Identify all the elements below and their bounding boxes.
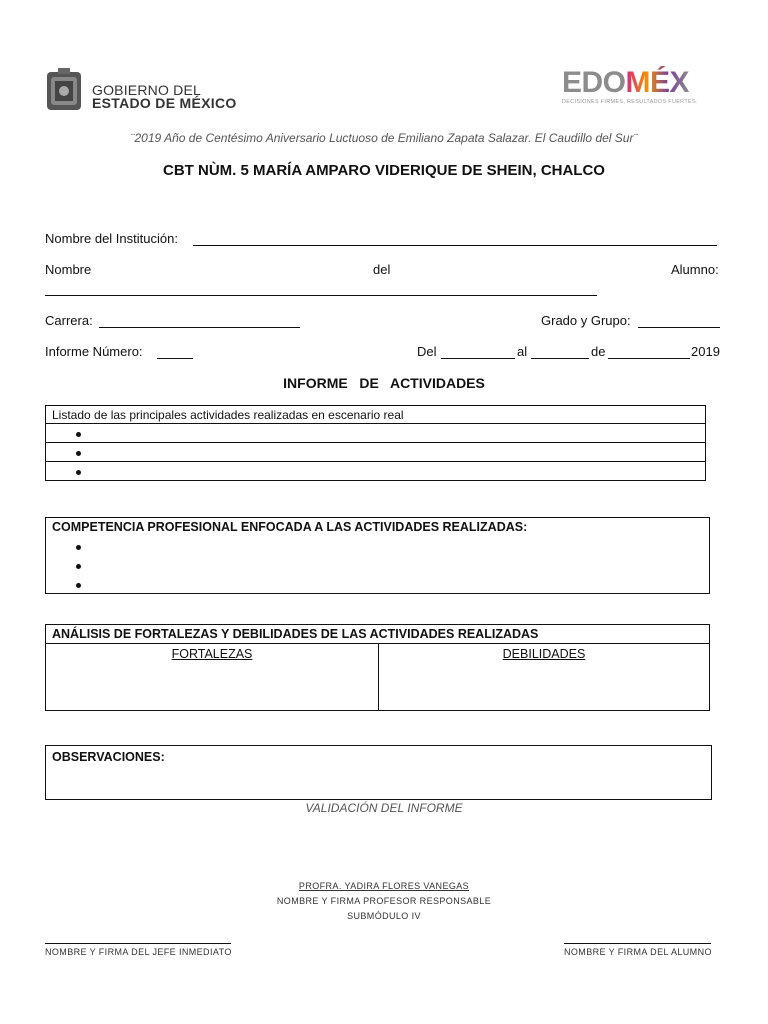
listado-row[interactable] <box>46 443 706 462</box>
observaciones-title: OBSERVACIONES: <box>52 750 165 764</box>
fortalezas-cell[interactable] <box>47 665 377 710</box>
fecha-al-field[interactable] <box>531 346 589 359</box>
bullet-icon <box>76 545 81 550</box>
bullet-icon <box>76 432 81 437</box>
edomex-word-part1: EDO <box>562 66 626 99</box>
alumno-signature-line[interactable] <box>564 943 711 944</box>
jefe-signature-line[interactable] <box>45 943 231 944</box>
fecha-de-field[interactable] <box>608 346 690 359</box>
bullet-icon <box>76 583 81 588</box>
nombre-label: Nombre <box>45 262 92 277</box>
institucion-field[interactable] <box>193 233 717 246</box>
edomex-wordmark <box>562 66 689 100</box>
edomex-logo <box>562 66 722 106</box>
alumno-label: Alumno: <box>671 262 719 277</box>
alumno-signature-label: NOMBRE Y FIRMA DEL ALUMNO <box>564 947 712 957</box>
school-title: CBT NÙM. 5 MARÍA AMPARO VIDERIQUE DE SHEIN, CHALCO <box>163 162 605 179</box>
debilidades-cell[interactable] <box>380 665 710 710</box>
informe-numero-field[interactable] <box>157 346 193 359</box>
listado-row[interactable] <box>46 424 706 443</box>
edomex-slogan: DECISIONES FIRMES, RESULTADOS FUERTES. <box>562 99 698 105</box>
validacion-label: VALIDACIÓN DEL INFORME <box>305 801 463 815</box>
informe-numero-label: Informe Número: <box>45 344 143 359</box>
listado-row[interactable] <box>46 462 706 481</box>
bullet-icon <box>76 451 81 456</box>
jefe-signature-label: NOMBRE Y FIRMA DEL JEFE INMEDIATO <box>45 947 232 957</box>
del-label: del <box>373 262 391 277</box>
fecha-del-field[interactable] <box>441 346 515 359</box>
analisis-title: ANÁLISIS DE FORTALEZAS Y DEBILIDADES DE LAS ACTIVIDADES REALIZADAS <box>52 627 539 641</box>
listado-table <box>45 405 706 481</box>
institucion-label: Nombre del Institución: <box>45 231 178 246</box>
coat-of-arms-icon <box>44 68 84 112</box>
grado-label: Grado y Grupo: <box>541 313 631 328</box>
gobierno-line-1: GOBIERNO DEL <box>92 82 201 98</box>
competencia-box[interactable] <box>45 517 710 594</box>
profesor-name: PROFRA. YADIRA FLORES VANEGAS <box>298 881 470 891</box>
fortalezas-header: FORTALEZAS <box>171 647 253 661</box>
bullet-icon <box>76 470 81 475</box>
year-label: 2019 <box>691 344 720 359</box>
nombre-field[interactable] <box>45 283 597 296</box>
bullet-icon <box>76 564 81 569</box>
fecha-del-label: Del <box>417 344 437 359</box>
grado-field[interactable] <box>638 315 720 328</box>
gobierno-line-2: ESTADO DE MÉXICO <box>92 95 237 111</box>
gobierno-logo <box>44 68 244 112</box>
carrera-label: Carrera: <box>45 313 93 328</box>
competencia-title: COMPETENCIA PROFESIONAL ENFOCADA A LAS ACTIVIDADES REALIZADAS: <box>52 520 528 534</box>
observaciones-box[interactable] <box>45 745 712 800</box>
debilidades-header: DEBILIDADES <box>502 647 586 661</box>
informe-title: INFORME DE ACTIVIDADES <box>283 375 485 391</box>
analisis-box <box>45 624 710 711</box>
fecha-de-label: de <box>591 344 606 359</box>
profesor-role: NOMBRE Y FIRMA PROFESOR RESPONSABLE <box>276 896 492 906</box>
carrera-field[interactable] <box>99 315 300 328</box>
motto-line: ¨2019 Año de Centésimo Aniversario Luctuoso de Emiliano Zapata Salazar. El Caudillo del Sur¨ <box>130 131 638 145</box>
listado-header: Listado de las principales actividades realizadas en escenario real <box>46 406 706 424</box>
edomex-word-part2: MÉX <box>625 66 690 99</box>
fecha-al-label: al <box>517 344 528 359</box>
submodulo-label: SUBMÓDULO IV <box>347 911 421 921</box>
